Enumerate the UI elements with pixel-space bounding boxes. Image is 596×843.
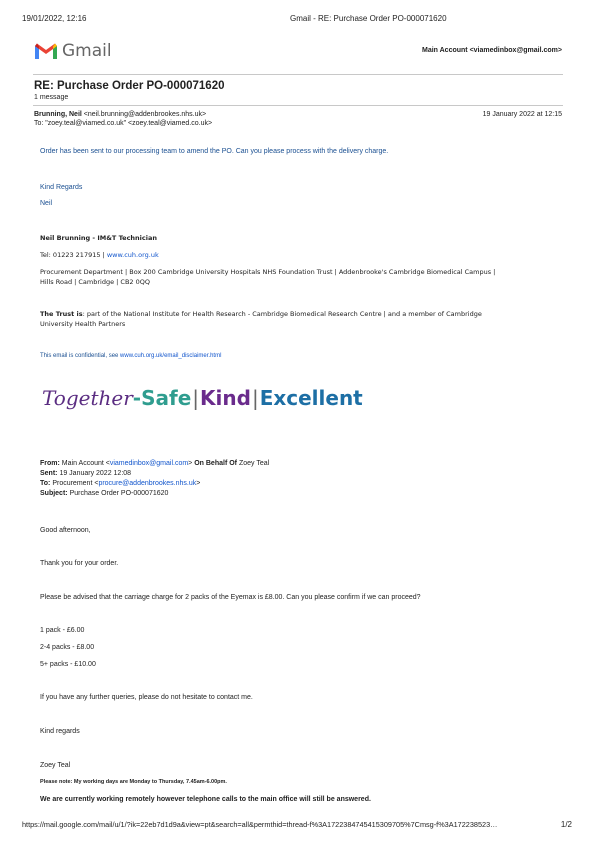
- trust-label: The Trust is: [40, 310, 83, 318]
- quoted-to-label: To:: [40, 480, 51, 487]
- working-days-note: Please note: My working days are Monday to Thursday, 7.45am-6.00pm.: [40, 779, 227, 785]
- quoted-thanks: Thank you for your order.: [40, 560, 119, 567]
- quoted-behalf-label: On Behalf Of: [192, 460, 237, 467]
- values-banner: [42, 386, 363, 410]
- print-title: Gmail - RE: Purchase Order PO-000071620: [290, 14, 447, 23]
- sender-email: <neil.brunning@addenbrookes.nhs.uk>: [83, 111, 207, 118]
- sender-name: Brunning, Neil: [34, 111, 82, 118]
- recipient-line: To: "zoey.teal@viamed.co.uk" <zoey.teal@viamed.co.uk>: [34, 120, 213, 127]
- values-separator: |: [192, 386, 200, 410]
- quoted-to-email[interactable]: procure@addenbrookes.nhs.uk: [98, 480, 197, 487]
- trust-text: : part of the National Institute for Health Research - Cambridge Biomedical Research Centre | and a member of Cambridge: [82, 310, 482, 318]
- quoted-from-label: From:: [40, 460, 60, 467]
- signature-tel-label: Tel: 01223 217915 |: [40, 251, 107, 259]
- print-datetime: 19/01/2022, 12:16: [22, 14, 87, 23]
- quoted-from-email[interactable]: viamedinbox@gmail.com: [109, 460, 189, 467]
- divider: [33, 105, 563, 106]
- price-line-3: 5+ packs - £10.00: [40, 661, 96, 668]
- body-name: Neil: [40, 200, 53, 207]
- signature-address-2: Hills Road | Cambridge | CB2 0QQ: [40, 278, 150, 286]
- message-date: 19 January 2022 at 12:15: [482, 111, 562, 118]
- quoted-further: If you have any further queries, please do not hesitate to contact me.: [40, 694, 253, 701]
- values-together: Together: [42, 386, 133, 410]
- values-safe: Safe: [141, 386, 192, 410]
- quoted-from-value: Main Account <: [59, 460, 110, 467]
- values-separator: |: [251, 386, 259, 410]
- signature-trust-1: [40, 310, 482, 318]
- sender-line: [34, 111, 206, 118]
- thread-subject: RE: Purchase Order PO-000071620: [34, 80, 225, 92]
- remote-working-note: We are currently working remotely however telephone calls to the main office will still be answered.: [40, 796, 371, 803]
- print-url: https://mail.google.com/mail/u/1/?ik=22eb7d1d9a&view=pt&search=all&permthid=thread-f%3A1722384745415309705%7Cmsg-f%3A172238523…: [22, 820, 498, 829]
- quoted-from-end: >: [188, 460, 193, 467]
- quoted-sent-value: 19 January 2022 12:08: [57, 470, 132, 477]
- price-line-2: 2-4 packs - £8.00: [40, 644, 95, 651]
- body-regards: Kind Regards: [40, 184, 83, 191]
- body-line: Order has been sent to our processing team to amend the PO. Can you please process with the delivery charge.: [40, 148, 389, 155]
- quoted-sent-label: Sent:: [40, 470, 58, 477]
- signature-address-1: Procurement Department | Box 200 Cambridge University Hospitals NHS Foundation Trust | Addenbrooke's Cambridge Biomedical Campus |: [40, 268, 496, 276]
- gmail-logo-text: Gmail: [62, 41, 112, 61]
- quoted-from: [40, 460, 269, 467]
- quoted-to-value: Procurement <: [50, 480, 99, 487]
- account-label: Main Account <viamedinbox@gmail.com>: [422, 47, 562, 54]
- quoted-greeting: Good afternoon,: [40, 527, 91, 534]
- quoted-behalf-value: Zoey Teal: [237, 460, 270, 467]
- quoted-to: [40, 480, 200, 487]
- message-count: 1 message: [34, 94, 69, 101]
- quoted-advice: Please be advised that the carriage charge for 2 packs of the Eyemax is £8.00. Can you please confirm if we can proceed?: [40, 594, 421, 601]
- signature-tel: [40, 251, 159, 259]
- disclaimer-link[interactable]: www.cuh.org.uk/email_disclaimer.html: [120, 353, 222, 359]
- disclaimer-text: This email is confidential, see: [40, 353, 121, 359]
- quoted-subject-value: Purchase Order PO-000071620: [67, 490, 169, 497]
- signature-name-title: Neil Brunning - IM&T Technician: [40, 234, 158, 242]
- quoted-sender: Zoey Teal: [40, 762, 71, 769]
- quoted-kind-regards: Kind regards: [40, 728, 80, 735]
- quoted-sent: [40, 470, 131, 477]
- values-excellent: Excellent: [259, 386, 363, 410]
- values-dash: -: [132, 386, 142, 410]
- disclaimer: [40, 353, 221, 359]
- price-line-1: 1 pack - £6.00: [40, 627, 85, 634]
- values-kind: Kind: [200, 386, 251, 410]
- page-number: 1/2: [560, 820, 572, 829]
- divider: [33, 74, 563, 75]
- quoted-to-end: >: [196, 480, 201, 487]
- quoted-subject-label: Subject:: [40, 490, 68, 497]
- cuh-website-link[interactable]: www.cuh.org.uk: [106, 251, 159, 259]
- quoted-subject: [40, 490, 168, 497]
- signature-trust-2: University Health Partners: [40, 320, 126, 328]
- gmail-logo-icon: [34, 42, 58, 60]
